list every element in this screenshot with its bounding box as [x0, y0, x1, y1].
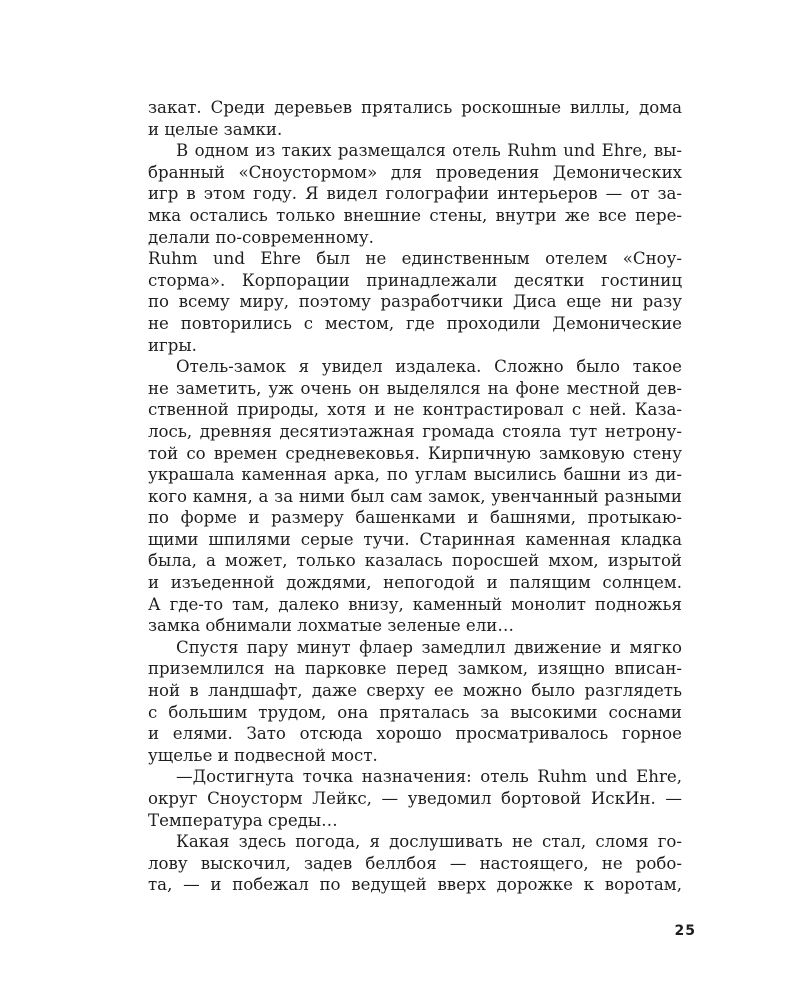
text-line: была, а может, только казалась поросшей мхом, изрытой [148, 551, 682, 571]
text-line: не заметить, уж очень он выделялся на фоне местной дев- [148, 378, 682, 398]
text-line: кого камня, а за ними был сам замок, увенчанный разными [148, 486, 682, 506]
text-line: замка обнимали лохматые зеленые ели… [148, 616, 514, 636]
text-line: В одном из таких размещался отель Ruhm und Ehre, вы- [176, 141, 682, 161]
text-line: той со времен средневековья. Кирпичную замковую стену [148, 443, 682, 463]
text-line: А где-то там, далеко внизу, каменный монолит подножья [148, 594, 682, 614]
text-line: округ Сноусторм Лейкс, — уведомил бортовой ИскИн. — [148, 789, 682, 808]
text-line: с большим трудом, она пряталась за высокими соснами [148, 702, 682, 722]
text-line: —Достигнута точка назначения: отель Ruhm und Ehre, [176, 767, 682, 787]
text-line: закат. Среди деревьев прятались роскошные виллы, дома [148, 98, 682, 117]
text-line: и елями. Зато отсюда хорошо просматривалось горное [148, 724, 682, 744]
text-line: Температура среды… [148, 810, 338, 830]
text-line: Какая здесь погода, я дослушивать не стал, сломя го- [176, 832, 682, 852]
text-line: та, — и побежал по ведущей вверх дорожке к воротам, [148, 875, 682, 895]
text-line: приземлился на парковке перед замком, изящно вписан- [148, 659, 682, 679]
text-line: игры. [148, 335, 197, 355]
text-line: Ruhm und Ehre был не единственным отелем «Сноу- [148, 249, 682, 269]
page-number: 25 [674, 923, 696, 939]
text-line: ственной природы, хотя и не контрастировал с ней. Каза- [148, 400, 682, 420]
text-line: лову выскочил, задев беллбоя — настоящего, не робо- [148, 853, 682, 873]
text-line: украшала каменная арка, по углам высились башни из ди- [148, 465, 682, 485]
text-line: сторма». Корпорации принадлежали десятки гостиниц [148, 270, 682, 290]
text-line: мка остались только внешние стены, внутри же все пере- [148, 205, 682, 225]
text-line: бранный «Сноустормом» для проведения Демонических [148, 162, 682, 182]
text-line: по форме и размеру башенками и башнями, протыкаю- [148, 508, 682, 528]
text-line: ущелье и подвесной мост. [148, 745, 378, 765]
text-line: щими шпилями серые тучи. Старинная каменная кладка [148, 529, 682, 549]
text-line: делали по-современному. [148, 227, 374, 247]
text-line: и изъеденной дождями, непогодой и палящим солнцем. [148, 573, 682, 593]
text-line: по всему миру, поэтому разработчики Диса еще ни разу [148, 292, 682, 312]
text-line: Отель-замок я увидел издалека. Сложно было такое [176, 357, 682, 377]
text-line: Спустя пару минут флаер замедлил движение и мягко [176, 637, 682, 657]
text-line: игр в этом году. Я видел голографии интерьеров — от за- [148, 184, 682, 204]
text-line: не повторились с местом, где проходили Демонические [148, 313, 682, 333]
text-line: ной в ландшафт, даже сверху ее можно было разглядеть [148, 681, 682, 701]
text-line: лось, древняя десятиэтажная громада стояла тут нетрону- [148, 421, 682, 441]
text-line: и целые замки. [148, 119, 283, 139]
body-text [148, 97, 682, 896]
